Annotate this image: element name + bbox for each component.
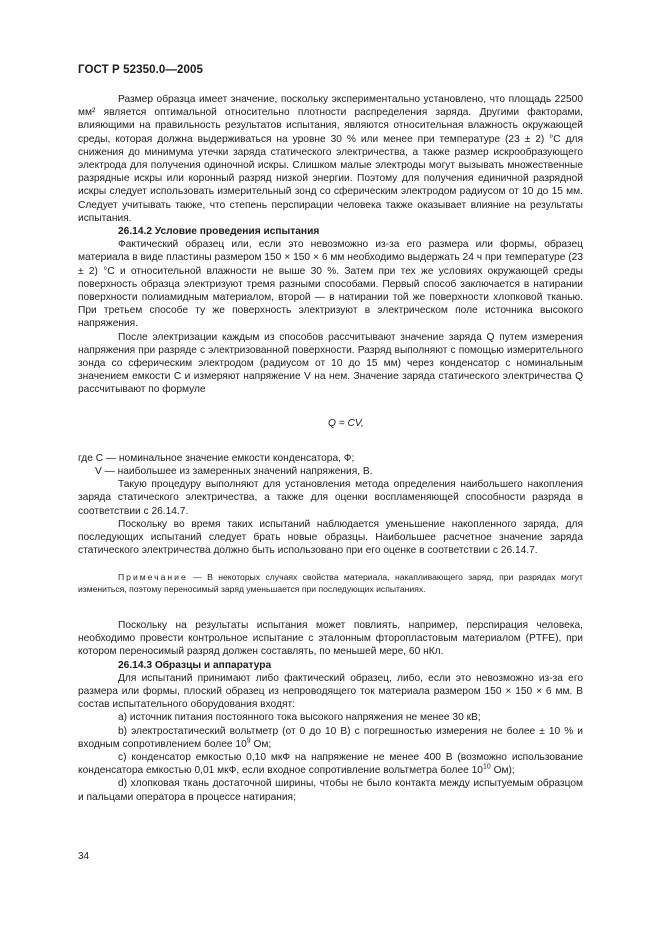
exponent: 9 [246,737,251,745]
exponent: 10 [482,763,491,771]
note-text: — В некоторых случаях свойства материала, накапливающего заряд, при разрядах могут измениться, поэтому переносимый заряд уменьшается при последующих испытаниях. [78,571,583,594]
formula-legend-c: где C — номинальное значение емкости конденсатора, Ф; [78,452,355,464]
intro-paragraph: Размер образца имеет значение, поскольку экспериментально установлено, что площадь 22500 мм² является оптимальной относительно плотности распределения заряда. Другими факторами, влияющими на правильность результатов испытания, являются относительная влажность окружающей среды, которая должна выдерживаться на уровне 30 % или менее при температуре (23 ± 2) °C для снижения до минимума утечки заряда статического электричества, а также размер искрообразующего электрода для получения одиночной искры. Слишком малые электроды могут вызывать множественные разрядные искры или коронный разряд низкой энергии. Поэтому для получения единичной разрядной искры следует использовать измерительный зонд со сферическим электродом радиусом от 10 до 15 мм. Следует учитывать также, что степень перспирации человека также оказывает влияние на результаты испытания. [78,94,583,224]
paragraph: После электризации каждым из способов рассчитывают значение заряда Q путем измерения напряжения при разряде с электризованной поверхности. Разряд выполняют с помощью измерительного зонда со сферическим электродом (радиусом от 10 до 15 мм) через конденсатор с номинальным значением емкости C и измеряют напряжение V на нем. Значение заряда статического электричества Q рассчитывают по формуле [78,331,583,396]
paragraph: Поскольку на результаты испытания может повлиять, например, перспирация человека, необходимо провести контрольное испытание с эталонным фторопластовым материалом (PTFE), при котором переносимый разряд должен составлять, по меньшей мере, 60 нКл. [78,619,583,658]
list-item-c-text: c) конденсатор емкостью 0,10 мкФ на напряжение не менее 400 В (возможно использование конденсатора емкостью 0,01 мкФ, если входное сопротивление вольтметра более 10 [78,751,583,777]
list-item-a: a) источник питания постоянного тока высокого напряжения не менее 30 кВ; [118,712,481,724]
list-item-b-text: b) электростатический вольтметр (от 0 до 10 В) с погрешностью измерения не более ± 10 % и входным сопротивлением более 10 [78,725,583,750]
list-item-c-unit: Ом); [490,765,515,777]
paragraph: Для испытаний принимают либо фактический образец, либо, если это невозможно из-за его размера или формы, плоский образец из непроводящего ток материала размером 150 × 150 × 6 мм. В состав испытательного оборудования входят: [78,672,583,711]
formula: Q = CV, [328,417,364,429]
list-item-b [78,725,583,751]
paragraph: Поскольку во время таких испытаний наблюдается уменьшение накопленного заряда, для последующих испытаний следует брать новые образцы. Наибольшее расчетное значение заряда статического электричества должно быть использовано при его оценке в соответствии с 26.14.7. [78,518,583,557]
paragraph: Фактический образец или, если это невозможно из-за его размера или формы, образец материала в виде пластины размером 150 × 150 × 6 мм необходимо выдержать 24 ч при температуре (23 ± 2) °C и относительной влажности не выше 30 %. Затем при тех же условиях окружающей среды поверхность образца электризуют тремя разными способами. Первый способ заключается в натирании поверхности полиамидным материалом, второй — в натирании той же поверхности хлопковой тканью. При третьем способе ту же поверхность электризуют в электрическом поле источника высокого напряжения. [78,239,583,330]
paragraph: Такую процедуру выполняют для установления метода определения наибольшего накопления заряда статического электричества, а также для оценки воспламеняющей способности разряда в соответствии с 26.14.7. [78,479,583,517]
section-heading-26-14-3: 26.14.3 Образцы и аппаратура [118,659,272,671]
list-item-b-unit: Ом; [250,738,272,750]
standard-header: ГОСТ Р 52350.0—2005 [78,64,203,76]
section-heading-26-14-2: 26.14.2 Условие проведения испытания [118,226,320,238]
note-label: Примечание [118,571,188,582]
document-body [78,93,583,804]
list-item-c [78,751,583,777]
formula-legend-v: V — наибольшее из замеренных значений напряжения, В. [95,466,373,478]
list-item-d: d) хлопковая ткань достаточной ширины, чтобы не было контакта между испытуемым образцом и пальцами оператора в процессе натирания; [78,778,583,803]
page-number: 34 [78,851,90,862]
note [78,571,583,595]
